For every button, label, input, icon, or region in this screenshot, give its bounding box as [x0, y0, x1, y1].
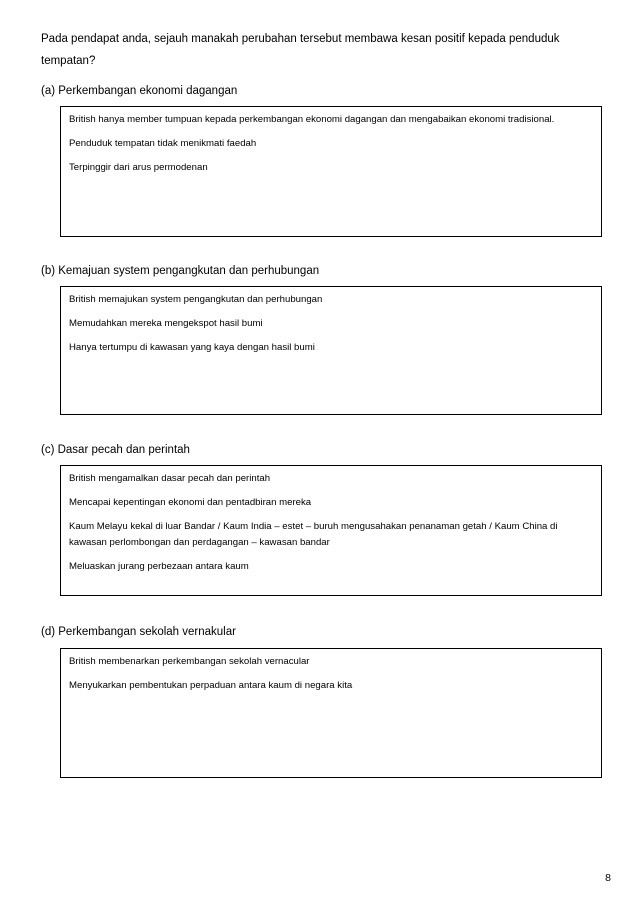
- answer-d-1: British membenarkan perkembangan sekolah vernacular: [69, 656, 310, 667]
- answer-b-3: Hanya tertumpu di kawasan yang kaya dengan hasil bumi: [69, 342, 315, 353]
- answer-c-2: Mencapai kepentingan ekonomi dan pentadbiran mereka: [69, 497, 312, 508]
- answer-c-3: Kaum Melayu kekal di luar Bandar / Kaum India – estet – buruh mengusahakan penanaman getah / Kaum China di kawasan perlombongan dan perdagangan – kawasan bandar: [69, 521, 558, 548]
- answer-a-3: Terpinggir dari arus permodenan: [69, 162, 208, 173]
- section-c-title: (c) Dasar pecah dan perintah: [41, 444, 190, 456]
- question-text: Pada pendapat anda, sejauh manakah perubahan tersebut membawa kesan positif kepada penduduk tempatan?: [41, 33, 560, 67]
- answer-c-1: British mengamalkan dasar pecah dan perintah: [69, 473, 271, 484]
- answer-d-2: Menyukarkan pembentukan perpaduan antara kaum di negara kita: [69, 680, 353, 691]
- answer-box-c: [60, 465, 602, 596]
- section-b-title: (b) Kemajuan system pengangkutan dan perhubungan: [41, 265, 320, 277]
- section-d-title: (d) Perkembangan sekolah vernakular: [41, 626, 236, 638]
- answer-a-1: British hanya member tumpuan kepada perkembangan ekonomi dagangan dan mengabaikan ekonomi tradisional.: [69, 114, 555, 125]
- answer-box-a: [60, 106, 602, 237]
- answer-box-b: [60, 286, 602, 415]
- answer-b-2: Memudahkan mereka mengekspot hasil bumi: [69, 318, 263, 329]
- answer-c-4: Meluaskan jurang perbezaan antara kaum: [69, 561, 249, 572]
- section-a-title: (a) Perkembangan ekonomi dagangan: [41, 85, 238, 97]
- answer-a-2: Penduduk tempatan tidak menikmati faedah: [69, 138, 257, 149]
- answer-b-1: British memajukan system pengangkutan dan perhubungan: [69, 294, 323, 305]
- page-number: 8: [605, 872, 611, 884]
- answer-box-d: [60, 648, 602, 778]
